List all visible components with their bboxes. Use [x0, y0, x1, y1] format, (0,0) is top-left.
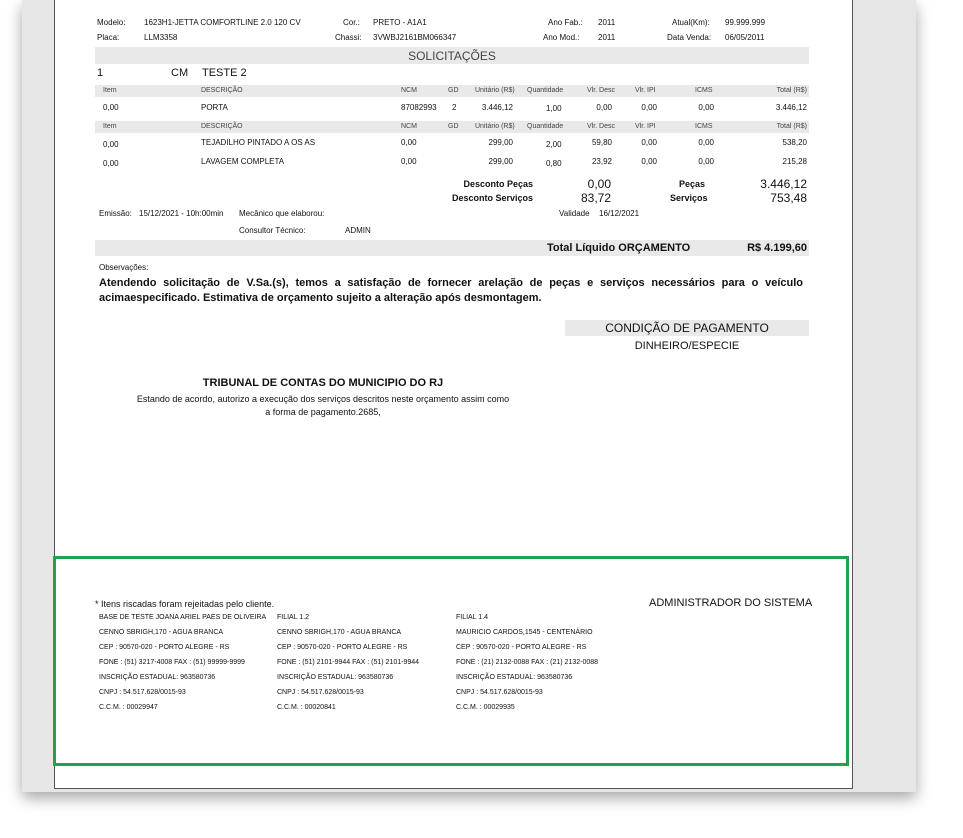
solicitacoes-title: SOLICITAÇÕES	[408, 49, 496, 63]
observacoes-label: Observações:	[99, 263, 149, 272]
modelo-value: 1623H1-JETTA COMFORTLINE 2.0 120 CV	[144, 18, 301, 27]
col-ncm: NCM	[401, 87, 417, 94]
cell-icms: 0,00	[698, 103, 714, 112]
atual-km-value: 99.999.999	[725, 18, 766, 27]
col-icms: ICMS	[695, 87, 713, 94]
branch-cep: CEP : 90570-020 - PORTO ALEGRE - RS	[277, 644, 408, 651]
desconto-servicos-value: 83,72	[580, 191, 611, 205]
cell-icms: 0,00	[698, 157, 714, 166]
branch-fone: FONE : (51) 3217-4008 FAX : (51) 99999-9999	[99, 659, 245, 666]
col-unitario: Unitário (R$)	[475, 123, 515, 130]
branch-cnpj: CNPJ : 54.517.628/0015-93	[99, 689, 186, 696]
col-item: Item	[103, 87, 117, 94]
footer-admin: ADMINISTRADOR DO SISTEMA	[649, 597, 813, 609]
col-vlr-desc: Vlr. Desc	[587, 123, 616, 130]
cell-descricao: PORTA	[201, 103, 228, 112]
cell-vlr-ipi: 0,00	[641, 157, 657, 166]
ano-fab-label: Ano Fab.:	[548, 18, 583, 27]
emissao-value: 15/12/2021 - 10h:00min	[139, 209, 224, 218]
total-liquido-band	[95, 240, 809, 256]
cell-ncm: 0,00	[401, 157, 417, 166]
branch-cnpj: CNPJ : 54.517.628/0015-93	[277, 689, 364, 696]
cell-unitario: 299,00	[488, 138, 513, 147]
col-vlr-desc: Vlr. Desc	[587, 87, 616, 94]
cell-unitario: 299,00	[488, 157, 513, 166]
branch-name: BASE DE TESTE JOANA ARIEL PAES DE OLIVEIRA	[99, 614, 267, 621]
chassi-value: 3VWBJ2161BM066347	[373, 33, 457, 42]
footer-note: * Itens riscadas foram rejeitadas pelo cliente.	[95, 599, 275, 609]
cell-total: 538,20	[782, 138, 807, 147]
cor-value: PRETO - A1A1	[373, 18, 427, 27]
modelo-label: Modelo:	[97, 18, 126, 27]
col-total: Total (R$)	[776, 123, 807, 130]
branch-fone: FONE : (51) 2101-9944 FAX : (51) 2101-9944	[277, 659, 420, 666]
cell-quantidade: 2,00	[546, 140, 562, 149]
solicitacao-name: TESTE 2	[202, 67, 247, 79]
cell-item: 0,00	[103, 159, 119, 168]
col-quantidade: Quantidade	[527, 123, 564, 130]
cell-vlr-desc: 59,80	[591, 138, 612, 147]
cell-total: 215,28	[782, 157, 807, 166]
col-icms: ICMS	[695, 123, 713, 130]
branch-cep: CEP : 90570-020 - PORTO ALEGRE - RS	[456, 644, 587, 651]
tribunal-title: TRIBUNAL DE CONTAS DO MUNICIPIO DO RJ	[202, 377, 444, 389]
branch-ie: INSCRIÇÃO ESTADUAL: 963580736	[99, 674, 216, 681]
emissao-label: Emissão:	[99, 209, 132, 218]
cor-label: Cor.:	[343, 18, 360, 27]
cell-unitario: 3.446,12	[481, 103, 513, 112]
branch-ccm: C.C.M. : 00029947	[99, 704, 158, 711]
cell-total: 3.446,12	[775, 103, 807, 112]
cell-item: 0,00	[103, 140, 119, 149]
col-unitario: Unitário (R$)	[475, 87, 515, 94]
cell-quantidade: 0,80	[546, 159, 562, 168]
solicitacao-number: 1	[97, 67, 104, 79]
branch-address: MAURICIO CARDOS,1545 - CENTENÁRIO	[456, 629, 593, 636]
solicitacao-code: CM	[171, 67, 189, 79]
cell-ncm: 87082993	[401, 103, 437, 112]
ano-mod-value: 2011	[598, 33, 616, 42]
desconto-servicos-label: Desconto Serviços	[451, 193, 533, 203]
pagamento-title: CONDIÇÃO DE PAGAMENTO	[605, 321, 769, 335]
chassi-label: Chassi:	[335, 33, 362, 42]
pecas-total-value: 3.446,12	[760, 177, 807, 191]
observacoes-line1: Atendendo solicitação de V.Sa.(s), temos a satisfação de fornecer arelação de peças e serviços necessários para o veículo	[99, 277, 803, 289]
branch-ie: INSCRIÇÃO ESTADUAL: 963580736	[277, 674, 394, 681]
observacoes-line2: acimaespecificado. Estimativa de orçamento sujeito a alteração após desmontagem.	[99, 292, 542, 304]
cell-item: 0,00	[103, 103, 119, 112]
cell-descricao: LAVAGEM COMPLETA	[201, 157, 285, 166]
col-ncm: NCM	[401, 123, 417, 130]
cell-ncm: 0,00	[401, 138, 417, 147]
total-liquido-label: Total Líquido ORÇAMENTO	[547, 242, 691, 254]
col-quantidade: Quantidade	[527, 87, 564, 94]
branch-name: FILIAL 1.4	[456, 614, 489, 621]
col-vlr-ipi: Vlr. IPI	[635, 123, 656, 130]
cell-icms: 0,00	[698, 138, 714, 147]
data-venda-label: Data Venda:	[667, 33, 712, 42]
cell-quantidade: 1,00	[546, 104, 562, 113]
servicos-total-label: Serviços	[670, 193, 708, 203]
col-gd: GD	[448, 87, 459, 94]
cell-descricao: TEJADILHO PINTADO A OS AS	[201, 138, 316, 147]
cell-vlr-desc: 23,92	[591, 157, 612, 166]
consultor-value: ADMIN	[345, 226, 371, 235]
validade-value: 16/12/2021	[599, 209, 640, 218]
data-venda-value: 06/05/2011	[725, 33, 765, 42]
cell-vlr-ipi: 0,00	[641, 138, 657, 147]
col-descricao: DESCRIÇÃO	[201, 87, 243, 94]
desconto-pecas-value: 0,00	[587, 177, 611, 191]
col-total: Total (R$)	[776, 87, 807, 94]
pecas-total-label: Peças	[679, 179, 706, 189]
col-item: Item	[103, 123, 117, 130]
branch-cep: CEP : 90570-020 - PORTO ALEGRE - RS	[99, 644, 230, 651]
placa-value: LLM3358	[144, 33, 178, 42]
pagamento-value: DINHEIRO/ESPECIE	[634, 340, 740, 352]
col-vlr-ipi: Vlr. IPI	[635, 87, 656, 94]
validade-label: Validade	[559, 209, 590, 218]
desconto-pecas-label: Desconto Peças	[463, 179, 533, 189]
branch-ie: INSCRIÇÃO ESTADUAL: 963580736	[456, 674, 573, 681]
branch-ccm: C.C.M. : 00029935	[456, 704, 515, 711]
branch-cnpj: CNPJ : 54.517.628/0015-93	[456, 689, 543, 696]
placa-label: Placa:	[97, 33, 120, 42]
ano-fab-value: 2011	[598, 18, 616, 27]
cell-vlr-ipi: 0,00	[641, 103, 657, 112]
col-descricao: DESCRIÇÃO	[201, 123, 243, 130]
mecanico-label: Mecânico que elaborou:	[239, 209, 325, 218]
cell-gd: 2	[452, 103, 457, 112]
cell-vlr-desc: 0,00	[596, 103, 612, 112]
tribunal-line2: a forma de pagamento.2685,	[265, 407, 381, 417]
servicos-total-value: 753,48	[770, 191, 807, 205]
consultor-label: Consultor Técnico:	[239, 226, 306, 235]
branch-address: CENNO SBRIGH,170 - AGUA BRANCA	[277, 629, 402, 636]
col-gd: GD	[448, 123, 459, 130]
footer-highlight-box	[53, 556, 849, 766]
tribunal-line1: Estando de acordo, autorizo a execução dos serviços descritos neste orçamento assim como	[136, 394, 510, 404]
total-liquido-value: R$ 4.199,60	[747, 242, 807, 254]
ano-mod-label: Ano Mod.:	[543, 33, 580, 42]
branch-name: FILIAL 1.2	[277, 614, 310, 621]
branch-address: CENNO SBRIGH,170 - AGUA BRANCA	[99, 629, 224, 636]
branch-ccm: C.C.M. : 00020841	[277, 704, 336, 711]
branch-fone: FONE : (21) 2132-0088 FAX : (21) 2132-0088	[456, 659, 599, 666]
atual-km-label: Atual(Km):	[672, 18, 710, 27]
